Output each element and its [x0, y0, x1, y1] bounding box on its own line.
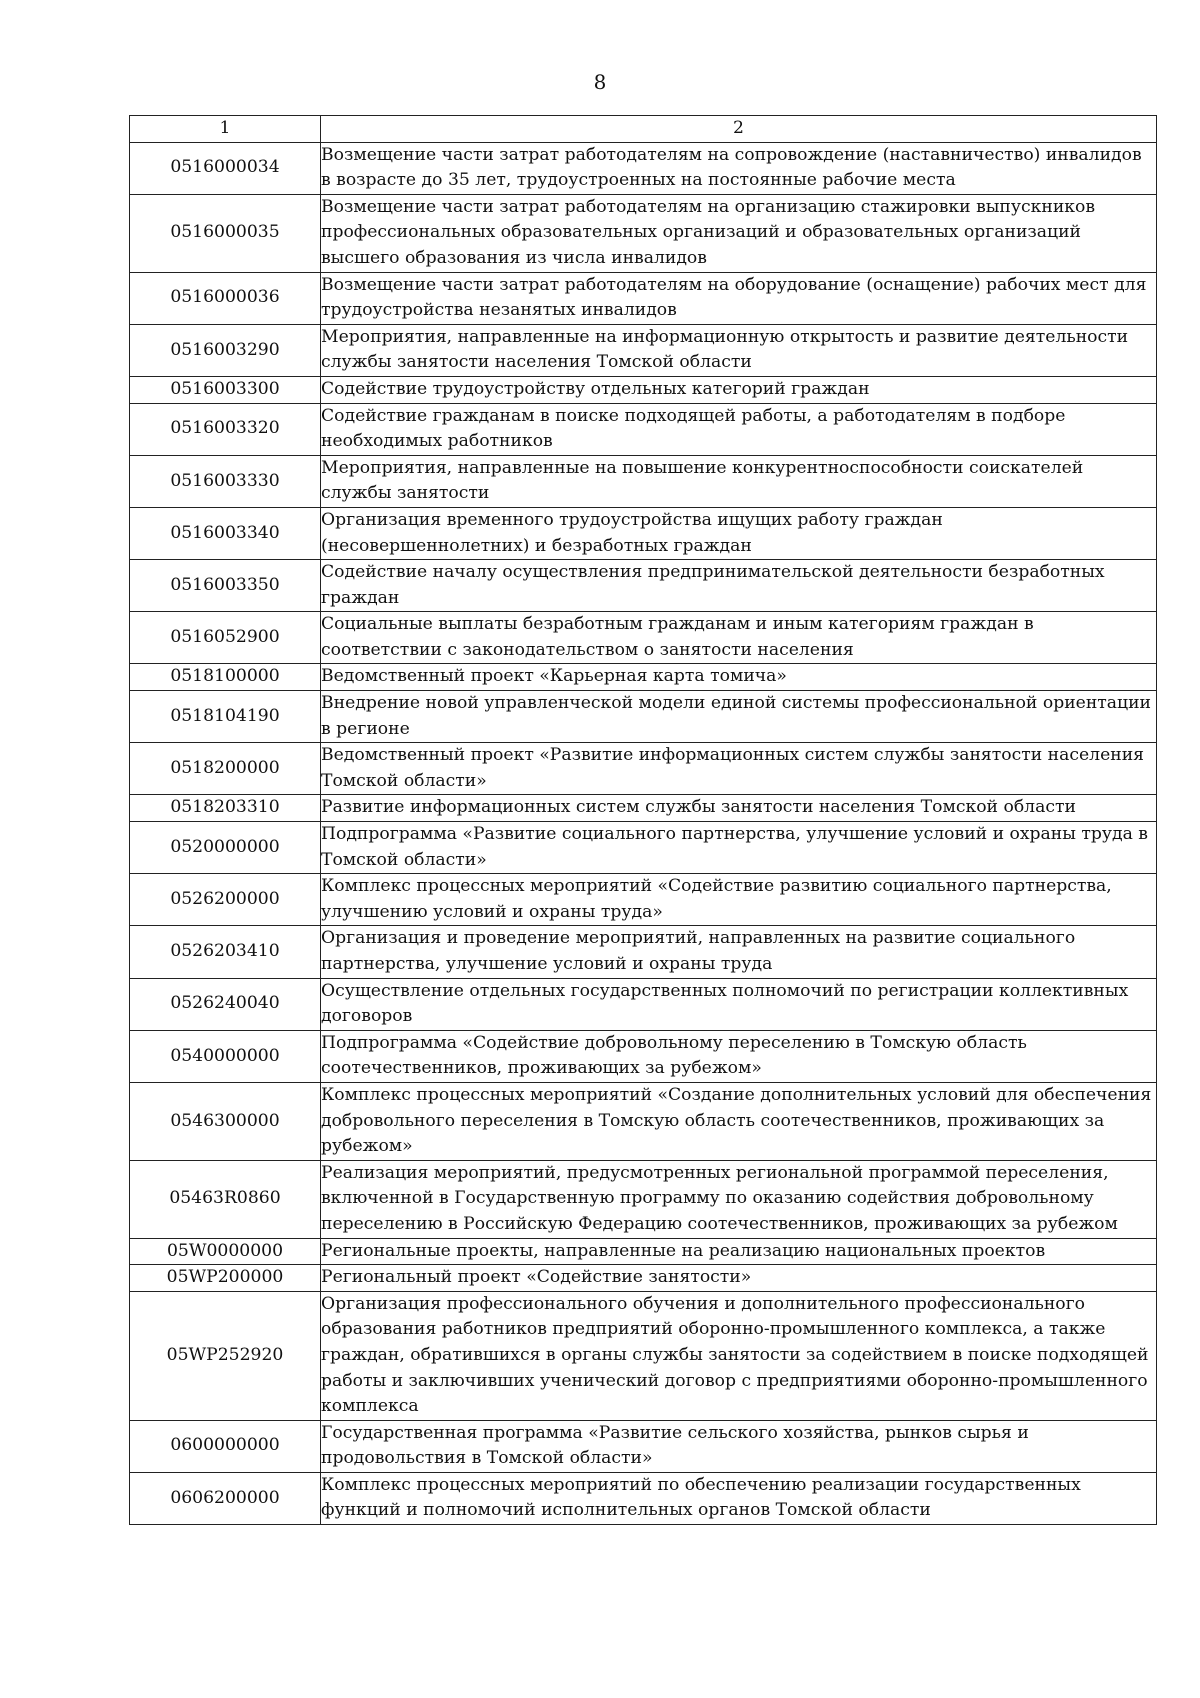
row-name: Возмещение части затрат работодателям на организацию стажировки выпускников профессиональных образовательных организаций и образовательных организаций высшего образования из числа инвалидов	[321, 194, 1157, 272]
table-body	[130, 142, 1157, 1524]
table-row	[130, 324, 1157, 376]
row-code: 0516000035	[130, 194, 321, 272]
column-header-name: 2	[321, 116, 1157, 143]
table-row	[130, 1030, 1157, 1082]
table-row	[130, 507, 1157, 559]
budget-code-table	[129, 115, 1157, 1525]
row-code: 0518203310	[130, 795, 321, 822]
row-code: 0526203410	[130, 926, 321, 978]
table-row	[130, 1160, 1157, 1238]
row-name: Ведомственный проект «Развитие информационных систем службы занятости населения Томской области»	[321, 743, 1157, 795]
row-name: Внедрение новой управленческой модели единой системы профессиональной ориентации в регионе	[321, 691, 1157, 743]
row-name: Организация профессионального обучения и дополнительного профессионального образования работников предприятий оборонно-промышленного комплекса, а также граждан, обратившихся в органы службы занятости за содействием в поиске подходящей работы и заключивших ученический договор с предприятиями оборонно-промышленного комплекса	[321, 1291, 1157, 1420]
table-header-row	[130, 116, 1157, 143]
row-code: 0516000034	[130, 142, 321, 194]
row-code: 0526200000	[130, 874, 321, 926]
row-code: 05WP200000	[130, 1265, 321, 1292]
table-row	[130, 874, 1157, 926]
row-code: 0600000000	[130, 1420, 321, 1472]
row-name: Комплекс процессных мероприятий по обеспечению реализации государственных функций и полномочий исполнительных органов Томской области	[321, 1472, 1157, 1524]
table-row	[130, 1265, 1157, 1292]
row-name: Комплекс процессных мероприятий «Содействие развитию социального партнерства, улучшению условий и охраны труда»	[321, 874, 1157, 926]
table-row	[130, 664, 1157, 691]
table-row	[130, 194, 1157, 272]
table-row	[130, 795, 1157, 822]
row-name: Реализация мероприятий, предусмотренных региональной программой переселения, включенной в Государственную программу по оказанию содействия добровольному переселению в Российскую Федерацию соотечественников, проживающих за рубежом	[321, 1160, 1157, 1238]
row-code: 0516003320	[130, 403, 321, 455]
table-row	[130, 926, 1157, 978]
table-row	[130, 691, 1157, 743]
table-row	[130, 1238, 1157, 1265]
row-code: 0526240040	[130, 978, 321, 1030]
row-code: 0606200000	[130, 1472, 321, 1524]
row-code: 05W0000000	[130, 1238, 321, 1265]
table-row	[130, 1082, 1157, 1160]
row-name: Региональные проекты, направленные на реализацию национальных проектов	[321, 1238, 1157, 1265]
row-code: 0540000000	[130, 1030, 321, 1082]
row-code: 0516052900	[130, 612, 321, 664]
row-name: Организация временного трудоустройства ищущих работу граждан (несовершеннолетних) и безработных граждан	[321, 507, 1157, 559]
row-code: 0516003290	[130, 324, 321, 376]
row-code: 0518104190	[130, 691, 321, 743]
row-code: 0516003300	[130, 376, 321, 403]
table-row	[130, 376, 1157, 403]
row-name: Подпрограмма «Содействие добровольному переселению в Томскую область соотечественников, проживающих за рубежом»	[321, 1030, 1157, 1082]
page-number: 8	[593, 70, 607, 94]
row-code: 0516003330	[130, 455, 321, 507]
table-row	[130, 612, 1157, 664]
column-header-code: 1	[130, 116, 321, 143]
row-code: 0518200000	[130, 743, 321, 795]
row-name: Возмещение части затрат работодателям на оборудование (оснащение) рабочих мест для трудоустройства незанятых инвалидов	[321, 272, 1157, 324]
row-code: 0516000036	[130, 272, 321, 324]
row-name: Ведомственный проект «Карьерная карта томича»	[321, 664, 1157, 691]
row-name: Подпрограмма «Развитие социального партнерства, улучшение условий и охраны труда в Томской области»	[321, 822, 1157, 874]
row-name: Содействие трудоустройству отдельных категорий граждан	[321, 376, 1157, 403]
row-code: 05WP252920	[130, 1291, 321, 1420]
table-row	[130, 403, 1157, 455]
table-row	[130, 822, 1157, 874]
table-row	[130, 142, 1157, 194]
table-row	[130, 1420, 1157, 1472]
row-name: Осуществление отдельных государственных полномочий по регистрации коллективных договоров	[321, 978, 1157, 1030]
table-row	[130, 1291, 1157, 1420]
row-name: Мероприятия, направленные на повышение конкурентноспособности соискателей службы занятости	[321, 455, 1157, 507]
row-code: 0518100000	[130, 664, 321, 691]
row-name: Социальные выплаты безработным гражданам и иным категориям граждан в соответствии с законодательством о занятости населения	[321, 612, 1157, 664]
row-code: 0546300000	[130, 1082, 321, 1160]
table-row	[130, 455, 1157, 507]
table-row	[130, 978, 1157, 1030]
row-name: Содействие гражданам в поиске подходящей работы, а работодателям в подборе необходимых работников	[321, 403, 1157, 455]
row-name: Государственная программа «Развитие сельского хозяйства, рынков сырья и продовольствия в Томской области»	[321, 1420, 1157, 1472]
row-code: 0516003350	[130, 560, 321, 612]
row-code: 0516003340	[130, 507, 321, 559]
row-name: Организация и проведение мероприятий, направленных на развитие социального партнерства, улучшение условий и охраны труда	[321, 926, 1157, 978]
table-row	[130, 560, 1157, 612]
row-name: Возмещение части затрат работодателям на сопровождение (наставничество) инвалидов в возрасте до 35 лет, трудоустроенных на постоянные рабочие места	[321, 142, 1157, 194]
row-name: Мероприятия, направленные на информационную открытость и развитие деятельности службы занятости населения Томской области	[321, 324, 1157, 376]
row-name: Комплекс процессных мероприятий «Создание дополнительных условий для обеспечения добровольного переселения в Томскую область соотечественников, проживающих за рубежом»	[321, 1082, 1157, 1160]
row-name: Региональный проект «Содействие занятости»	[321, 1265, 1157, 1292]
row-name: Развитие информационных систем службы занятости населения Томской области	[321, 795, 1157, 822]
row-code: 0520000000	[130, 822, 321, 874]
table-row	[130, 1472, 1157, 1524]
table-row	[130, 272, 1157, 324]
row-code: 05463R0860	[130, 1160, 321, 1238]
table-row	[130, 743, 1157, 795]
row-name: Содействие началу осуществления предпринимательской деятельности безработных граждан	[321, 560, 1157, 612]
